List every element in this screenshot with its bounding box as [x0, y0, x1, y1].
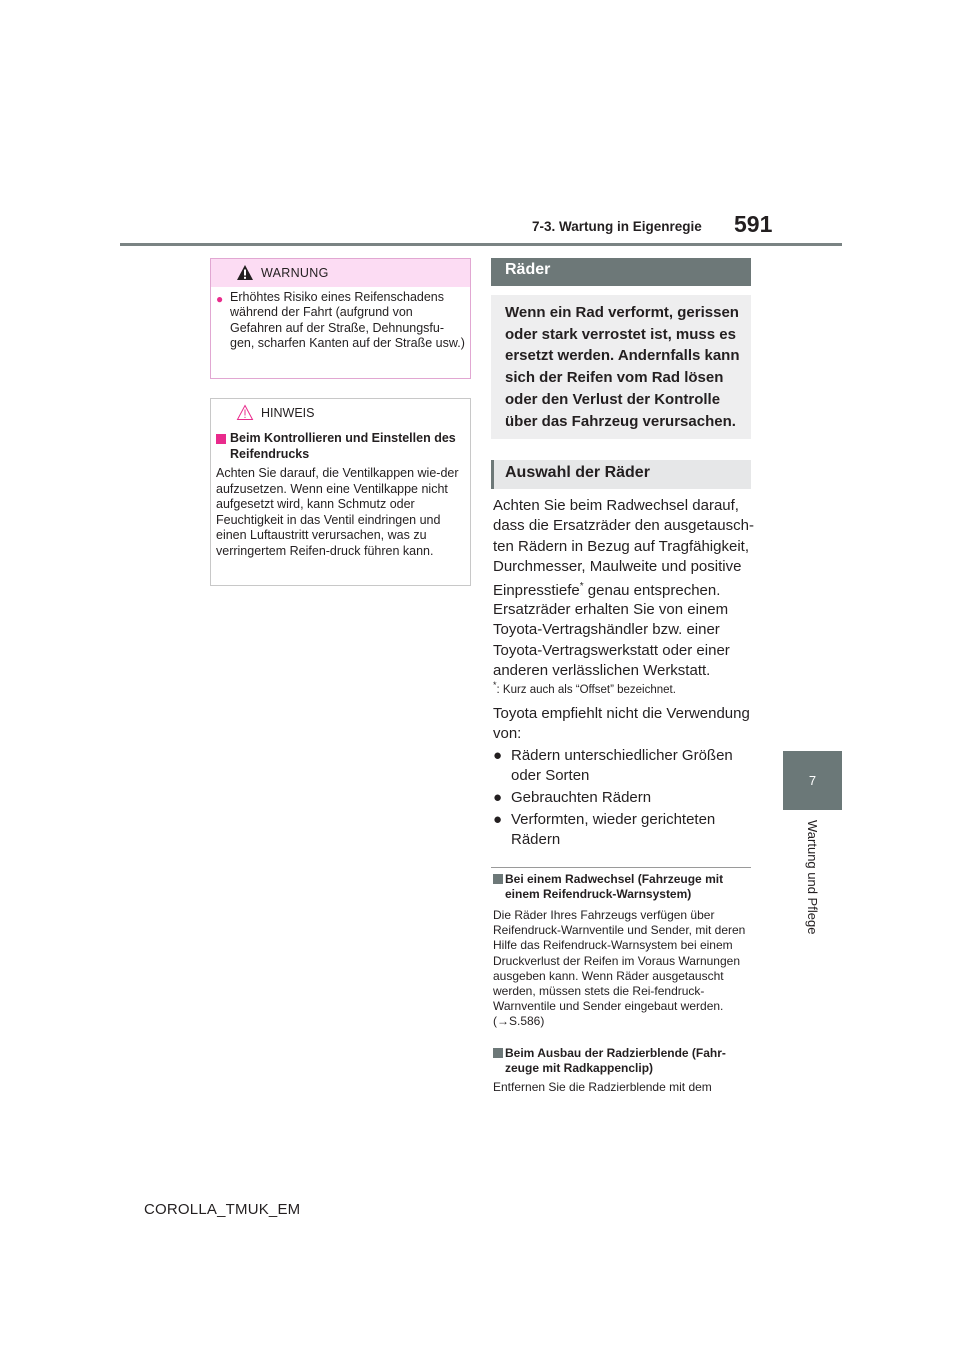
- note-header: [211, 399, 470, 427]
- footnote: [493, 680, 676, 696]
- intro-box: [491, 295, 751, 439]
- intro-text: Wenn ein Rad verformt, gerissen oder stark verrostet ist, muss es ersetzt werden. Andernfalls kann sich der Reifen vom Rad lösen oder den Verlust der Kontrolle über das Fahrzeug verursachen.: [505, 304, 740, 430]
- info-text-radwechsel: Die Räder Ihres Fahrzeugs verfügen über Reifendruck-Warnventile und Sender, mit deren Hilfe das Reifendruck-Warnsystem bei einem Druckverlust der Reifen im Voraus Warnungen ausgeben kann. Wenn Räder ausgetauscht werden, müssen stets die Rei-fendruck-Warnventile und Sender eingebaut werden. (→S.586): [493, 908, 746, 1029]
- list-item-text: Rädern unterschiedlicher Größen oder Sorten: [511, 747, 733, 785]
- chapter-tab[interactable]: [783, 751, 842, 810]
- paragraph-radwechsel-text: Achten Sie beim Radwechsel darauf, dass die Ersatzräder den ausgetausch-ten Rädern in Bezug auf Tragfähigkeit, Durchmesser, Maulweite und positive Einpresstiefe: [493, 497, 754, 600]
- document-id: COROLLA_TMUK_EM: [144, 1201, 301, 1218]
- info-heading-radzierblende-text: Beim Ausbau der Radzierblende (Fahr-zeuge mit Radkappenclip): [505, 1046, 726, 1076]
- section-heading-raeder-text: Räder: [505, 261, 551, 278]
- paragraph-empfehlung: Toyota empfiehlt nicht die Verwendung von:: [493, 705, 750, 743]
- subsection-heading-auswahl: [491, 460, 751, 489]
- square-bullet-icon: [493, 874, 503, 884]
- paragraph-radwechsel-end: genau entsprechen.: [583, 582, 721, 600]
- bullet-icon: ●: [493, 811, 503, 828]
- footnote-text: : Kurz auch als “Offset” bezeichnet.: [496, 683, 676, 696]
- subsection-heading-auswahl-text: Auswahl der Räder: [505, 464, 650, 481]
- warning-header: [211, 259, 470, 287]
- paragraph-ersatzraeder: Ersatzräder erhalten Sie von einem Toyota-Vertragshändler bzw. einer Toyota-Vertragswerkstatt oder einer anderen verlässlichen Werkstatt.: [493, 601, 730, 679]
- list-item-text: Verformten, wieder gerichteten Rädern: [511, 811, 716, 849]
- warning-box: [210, 258, 471, 379]
- section-heading-raeder: [491, 258, 751, 286]
- divider: [491, 867, 751, 868]
- paragraph-radwechsel: [493, 496, 755, 601]
- info-heading-radwechsel-text: Bei einem Radwechsel (Fahrzeuge mit einem Reifendruck-Warnsystem): [505, 872, 724, 902]
- bullet-icon: ●: [493, 789, 503, 806]
- note-box: [210, 398, 471, 586]
- square-bullet-icon: [493, 1048, 503, 1058]
- info-text-radzierblende: Entfernen Sie die Radzierblende mit dem: [493, 1080, 712, 1094]
- footnote-marker: *: [579, 581, 584, 593]
- square-bullet-icon: [216, 434, 226, 444]
- page-number: 591: [734, 211, 773, 237]
- chapter-number: 7: [808, 773, 817, 788]
- bullet-icon: ●: [216, 292, 224, 306]
- note-title: HINWEIS: [261, 406, 315, 420]
- caution-icon: [236, 404, 254, 421]
- warning-text: Erhöhtes Risiko eines Reifenschadens während der Fahrt (aufgrund von Gefahren auf der Straße, Dehnungsfu-gen, scharfen Kanten auf der Straße usw.): [230, 290, 465, 350]
- chapter-title-text: Wartung und Pflege: [805, 820, 820, 935]
- section-label: 7-3. Wartung in Eigenregie: [532, 219, 702, 234]
- note-text: Achten Sie darauf, die Ventilkappen wie-der aufzusetzen. Wenn eine Ventilkappe nicht aufgesetzt wird, kann Schmutz oder Feuchtigkeit in das Ventil eindringen und einen Luftaustritt verursachen, was zu verringertem Reifen-druck führen kann.: [216, 466, 459, 558]
- chapter-title: [750, 820, 875, 945]
- bullet-icon: ●: [493, 747, 503, 764]
- footnote-mark: *: [493, 680, 497, 690]
- list-item-text: Gebrauchten Rädern: [511, 789, 652, 806]
- warning-title: WARNUNG: [261, 266, 329, 280]
- note-subheading: Beim Kontrollieren und Einstellen des Reifendrucks: [230, 431, 456, 461]
- warning-icon: [236, 264, 254, 281]
- header-rule: [120, 243, 842, 246]
